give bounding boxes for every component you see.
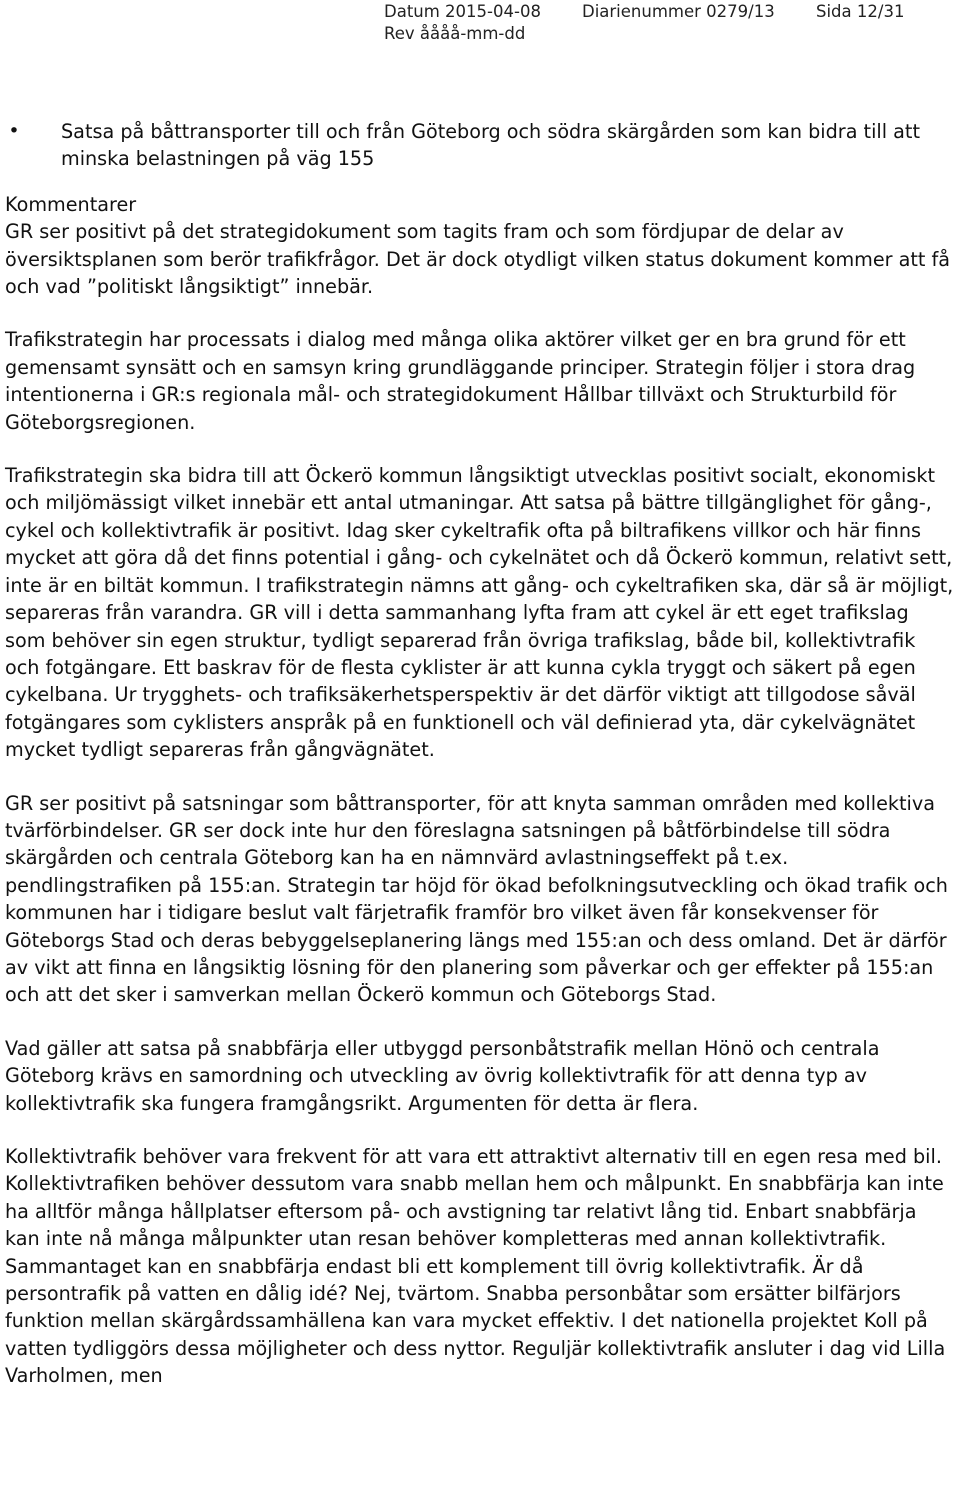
paragraph: Trafikstrategin har processats i dialog med många olika aktörer vilket ger en bra grund för ett gemensamt synsätt och en samsyn kring grundläggande principer. Strategin följer i stora drag intentionerna i GR:s regionala mål- och strategidokument Hållbar tillväxt och Strukturbild för Göteborgsregionen. bbox=[5, 328, 916, 434]
paragraph: Vad gäller att satsa på snabbfärja eller utbyggd personbåtstrafik mellan Hönö och centrala Göteborg krävs en samordning och utveckling av övrig kollektivtrafik för att denna typ av kollektivtrafik ska fungera framgångsrikt. Argumenten för detta är flera. bbox=[5, 1036, 880, 1115]
bullet-icon: • bbox=[8, 120, 20, 142]
header-diary-number: Diarienummer 0279/13 bbox=[582, 2, 775, 21]
comments-heading: Kommentarer bbox=[5, 192, 137, 216]
header-date: Datum 2015-04-08 bbox=[384, 2, 541, 21]
paragraph: Kollektivtrafik behöver vara frekvent för att vara ett attraktivt alternativ till en egen resa med bil. Kollektivtrafiken behöver dessutom vara snabb mellan hem och målpunkt. En snabbfärja kan inte ha alltför många hållplatser eftersom på- och avstigning tar relativt lång tid. Enbart snabbfärja kan inte nå många målpunkter utan resan behöver kompletteras med annan kollektivtrafik. Sammantaget kan en snabbfärja endast bli ett komplement till övrig kollektivtrafik. Är då persontrafik på vatten en dålig idé? Nej, tvärtom. Snabba personbåtar som ersätter bilfärjors funktion mellan skärgårdssamhällena kan vara mycket effektiv. I det nationella projektet Koll på vatten tydliggörs dessa möjligheter och dess nyttor. Reguljär kollektivtrafik ansluter i dag vid Lilla Varholmen, men bbox=[5, 1145, 946, 1388]
paragraph: GR ser positivt på satsningar som båttransporter, för att knyta samman områden med kollektiva tvärförbindelser. GR ser dock inte hur den föreslagna satsningen på båtförbindelse till södra skärgården och centrala Göteborg kan ha en nämnvärd avlastningseffekt på t.ex. pendlingstrafiken på 155:an. Strategin tar höjd för ökad befolkningsutveckling och ökad trafik och kommunen har i tidigare beslut valt färjetrafik framför bro vilket även får konsekvenser för Göteborgs Stad och deras bebyggelseplanering längs med 155:an och dess omland. Det är därför av vikt att finna en långsiktig lösning för den planering som påverkar och ger effekter på 155:an och att det sker i samverkan mellan Öckerö kommun och Göteborgs Stad. bbox=[5, 791, 948, 1007]
document-body bbox=[5, 118, 955, 1390]
bullet-text: Satsa på båttransporter till och från Göteborg och södra skärgården som kan bidra till att minska belastningen på väg 155 bbox=[61, 120, 920, 171]
header-page-number: Sida 12/31 bbox=[816, 2, 905, 21]
comments-text: GR ser positivt på det strategidokument som tagits fram och som fördjupar de delar av översiktsplanen som berör trafikfrågor. Det är dock otydligt vilken status dokument kommer att få och vad ”politiskt långsiktigt” innebär. bbox=[5, 220, 951, 299]
bullet-item bbox=[5, 118, 955, 173]
page-header bbox=[0, 2, 960, 46]
header-revision: Rev åååå-mm-dd bbox=[384, 24, 526, 43]
paragraph: Trafikstrategin ska bidra till att Öckerö kommun långsiktigt utvecklas positivt socialt, ekonomiskt och miljömässigt vilket innebär ett antal utmaningar. Att satsa på bättre tillgänglighet för gång-, cykel och kollektivtrafik är positivt. Idag sker cykeltrafik ofta på biltrafikens villkor och här finns mycket att göra då det finns potential i gång- och cykelnätet och då Öckerö kommun, relativt sett, inte är en biltät kommun. I trafikstrategin nämns att gång- och cykeltrafiken ska, där så är möjligt, separeras från varandra. GR vill i detta sammanhang lyfta fram att cykel är ett eget trafikslag som behöver sin egen struktur, tydligt separerad från övriga trafikslag, både bil, kollektivtrafik och fotgängare. Ett baskrav för de flesta cyklister är att kunna cykla tryggt och säkert på egen cykelbana. Ur trygghets- och trafiksäkerhetsperspektiv är det därför viktigt att tillgodose såväl fotgängares som cyklisters anspråk på en funktionell och väl definierad yta, där cykelvägnätet mycket tydligt separeras från gångvägnätet. bbox=[5, 464, 954, 762]
comments-section bbox=[5, 191, 955, 301]
